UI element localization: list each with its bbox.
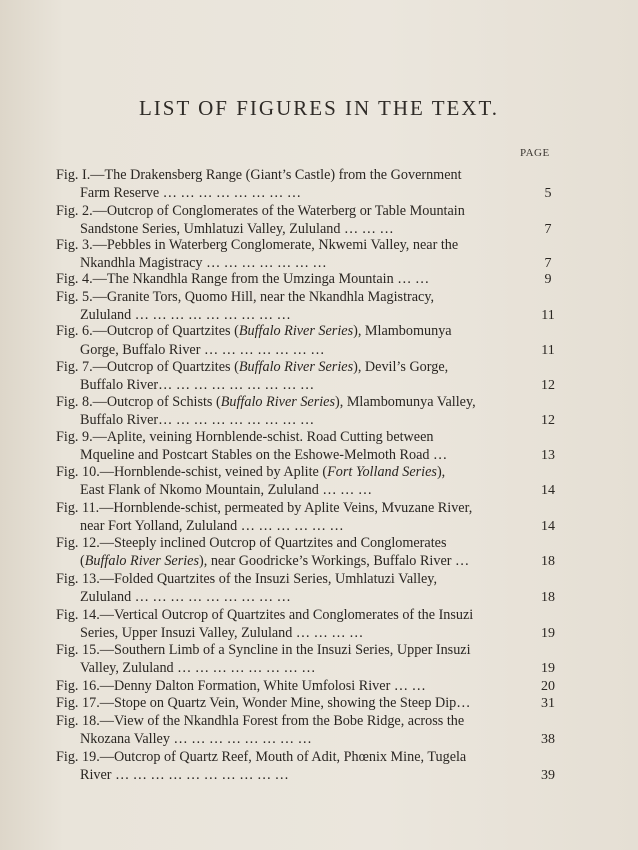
figure-entry-line: Series, Upper Insuzi Valley, Zululand … … … … — [80, 625, 364, 641]
figure-entry-line: near Fort Yolland, Zululand … … … … … … — [80, 518, 344, 534]
figure-entry-line: Fig. I.—The Drakensberg Range (Giant’s Castle) from the Government — [56, 167, 462, 183]
figure-entry-line: Zululand … … … … … … … … … — [80, 589, 291, 605]
figure-entry-line: Fig. 10.—Hornblende-schist, veined by Aplite ( Fort Yolland Series ), — [56, 464, 446, 480]
figure-entry-line: Fig. 6.—Outcrop of Quartzites ( Buffalo River Series ), Mlambomunya — [56, 323, 452, 339]
figure-page-number: 11 — [541, 343, 555, 358]
figure-entry-line: Fig. 16.—Denny Dalton Formation, White Umfolosi River … … — [56, 678, 426, 694]
figure-page-number: 38 — [541, 732, 555, 747]
figure-page-number: 7 — [544, 222, 552, 237]
figure-entry-line: Farm Reserve … … … … … … … … — [80, 185, 302, 201]
figure-page-number: 20 — [541, 679, 555, 694]
figure-entry-line: Zululand … … … … … … … … … — [80, 307, 291, 323]
figure-entry-line: Fig. 9.—Aplite, veining Hornblende-schist. Road Cutting between — [56, 429, 434, 445]
figure-entry-line: Buffalo River… … … … … … … … … — [80, 377, 315, 393]
figure-page-number: 12 — [541, 378, 555, 393]
figure-entry-line: Fig. 18.—View of the Nkandhla Forest from the Bobe Ridge, across the — [56, 713, 465, 729]
figure-page-number: 11 — [541, 308, 555, 323]
figure-entry-line: Fig. 3.—Pebbles in Waterberg Conglomerate, Nkwemi Valley, near the — [56, 237, 459, 253]
figure-entry-line: River … … … … … … … … … … — [80, 767, 289, 783]
figure-entry-line: Fig. 4.—The Nkandhla Range from the Umzinga Mountain … … — [56, 271, 430, 287]
figure-entry-line: Fig. 2.—Outcrop of Conglomerates of the Waterberg or Table Mountain — [56, 203, 465, 219]
figure-entry-line: East Flank of Nkomo Mountain, Zululand … … … — [80, 482, 373, 498]
page-column-label: PAGE — [520, 147, 550, 159]
figure-page-number: 14 — [541, 519, 555, 534]
figure-page-number: 5 — [544, 186, 552, 201]
figure-page-number: 14 — [541, 483, 555, 498]
page-title: LIST OF FIGURES IN THE TEXT. — [138, 96, 500, 120]
figure-entry-line: Fig. 7.—Outcrop of Quartzites ( Buffalo River Series ), Devil’s Gorge, — [56, 359, 449, 375]
figure-entry-line: Fig. 17.—Stope on Quartz Vein, Wonder Mine, showing the Steep Dip… — [56, 695, 471, 711]
figure-entry-line: ( Buffalo River Series ), near Goodricke’s Workings, Buffalo River … — [80, 553, 470, 569]
figure-entry-line: Fig. 8.—Outcrop of Schists ( Buffalo River Series ), Mlambomunya Valley, — [56, 394, 476, 410]
figure-entry-line: Fig. 15.—Southern Limb of a Syncline in the Insuzi Series, Upper Insuzi — [56, 642, 471, 658]
figure-entry-line: Fig. 14.—Vertical Outcrop of Quartzites and Conglomerates of the Insuzi — [56, 607, 474, 623]
figure-page-number: 18 — [541, 554, 555, 569]
figure-page-number: 19 — [541, 661, 555, 676]
figure-page-number: 19 — [541, 626, 555, 641]
figure-entry-line: Nkandhla Magistracy … … … … … … … — [80, 255, 327, 271]
figure-page-number: 9 — [544, 272, 552, 287]
figure-entry-line: Fig. 5.—Granite Tors, Quomo Hill, near the Nkandhla Magistracy, — [56, 289, 435, 305]
figure-entry-line: Buffalo River… … … … … … … … … — [80, 412, 315, 428]
figure-page-number: 31 — [541, 696, 555, 711]
figure-entry-line: Fig. 13.—Folded Quartzites of the Insuzi Series, Umhlatuzi Valley, — [56, 571, 438, 587]
figure-entry-line: Fig. 12.—Steeply inclined Outcrop of Quartzites and Conglomerates — [56, 535, 447, 551]
figure-entry-line: Valley, Zululand … … … … … … … … — [80, 660, 316, 676]
figure-entry-line: Fig. 11.—Hornblende-schist, permeated by Aplite Veins, Mvuzane River, — [56, 500, 473, 516]
figure-entry-line: Nkozana Valley … … … … … … … … — [80, 731, 312, 747]
figure-page-number: 12 — [541, 413, 555, 428]
figure-entry-line: Mqueline and Postcart Stables on the Eshowe-Melmoth Road … — [80, 447, 448, 463]
figure-page-number: 39 — [541, 768, 555, 783]
figure-entry-line: Gorge, Buffalo River … … … … … … … — [80, 342, 325, 358]
figure-page-number: 18 — [541, 590, 555, 605]
figure-entry-line: Sandstone Series, Umhlatuzi Valley, Zululand … … … — [80, 221, 394, 237]
figure-page-number: 7 — [544, 256, 552, 271]
figure-entry-line: Fig. 19.—Outcrop of Quartz Reef, Mouth of Adit, Phœnix Mine, Tugela — [56, 749, 467, 765]
figure-page-number: 13 — [541, 448, 555, 463]
